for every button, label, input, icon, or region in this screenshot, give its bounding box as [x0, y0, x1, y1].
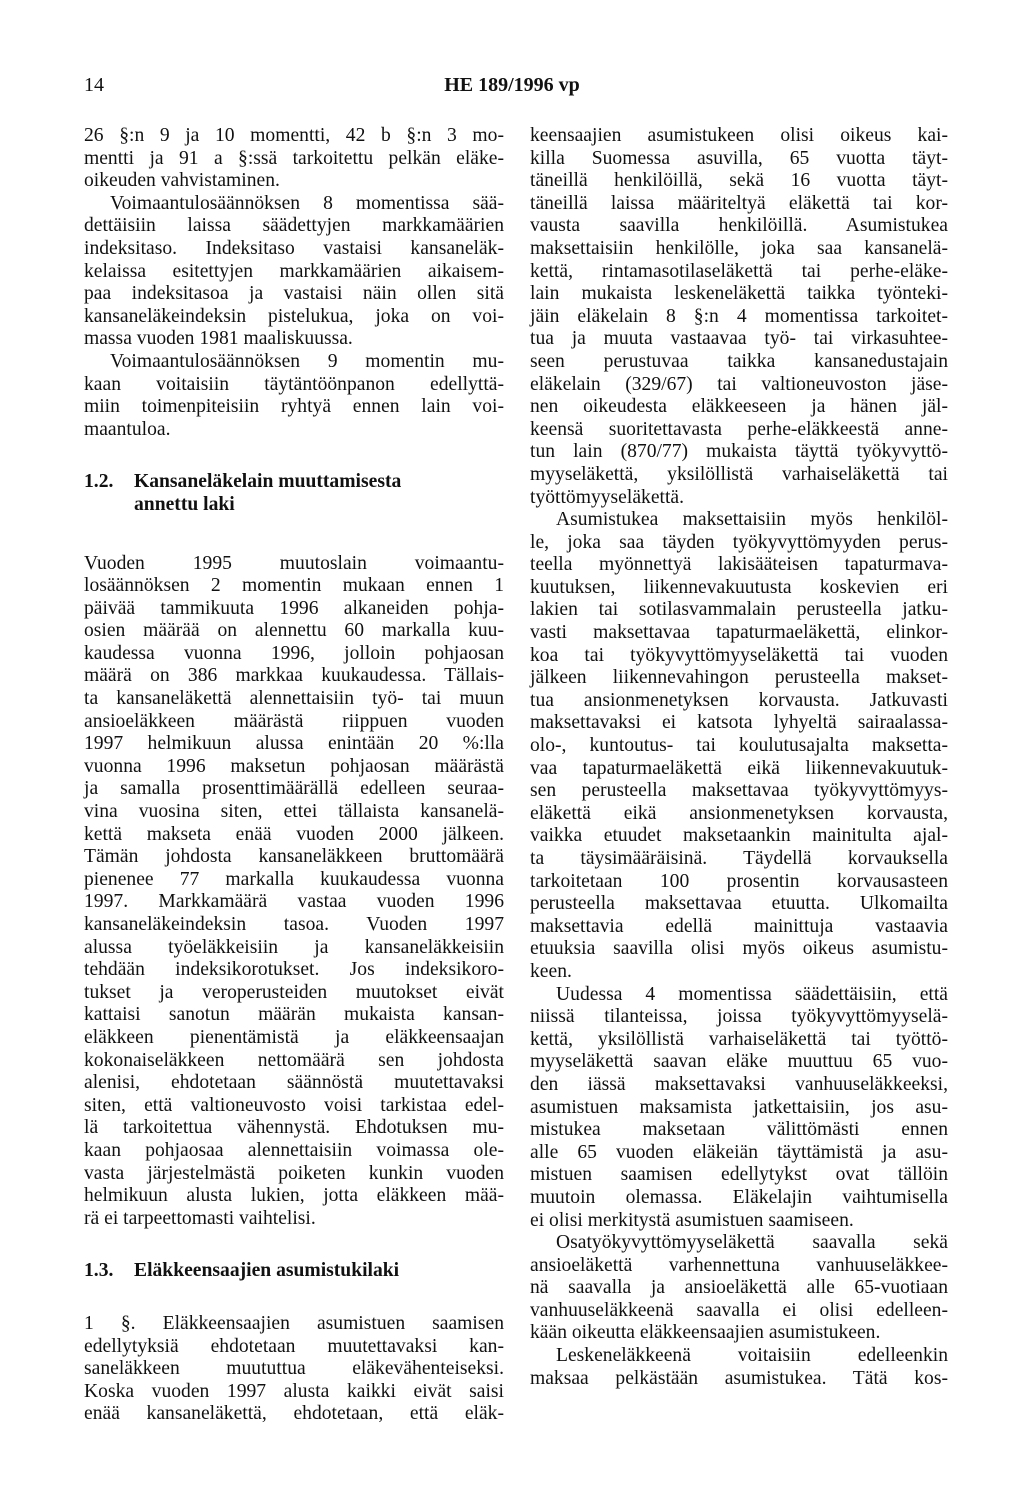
- text-line: mentti ja 91 a §:ssä tarkoitettu pelkän eläke-: [84, 147, 504, 169]
- text-line: miin toimenpiteisiin ryhtyä ennen lain voi-: [84, 396, 504, 418]
- text-line: nä saavalla ja ansioeläkettä alle 65-vuotiaan: [530, 1277, 948, 1299]
- text-line: ei olisi merkitystä asumistuen saamiseen.: [530, 1209, 854, 1231]
- text-line: lä tarkoitettua vähennystä. Ehdotuksen mu-: [84, 1117, 504, 1139]
- text-line: dettäisiin laissa säädettyjen markkamäärien: [84, 215, 504, 237]
- paragraph: [530, 509, 948, 983]
- text-line: niissä tilanteissa, joissa työkyvyttömyyselä-: [530, 1006, 948, 1028]
- text-line: kettä makseta enää vuoden 2000 jälkeen.: [84, 823, 504, 845]
- page-number: 14: [84, 74, 104, 96]
- page-header: [84, 74, 940, 102]
- paragraph: [84, 125, 504, 193]
- text-line: losäännöksen 2 momentin mukaan ennen 1: [84, 575, 504, 597]
- paragraph: [530, 1345, 948, 1390]
- text-line: vausta saavilla henkilöillä. Asumistukea: [530, 215, 948, 237]
- text-line: paa indeksitasoa ja vastaisi näin ollen sitä: [84, 283, 504, 305]
- text-line: edellytyksiä ehdotetaan muutettavaksi kan-: [84, 1335, 504, 1357]
- text-line: Voimaantulosäännöksen 9 momentin mu-: [110, 350, 504, 372]
- text-line: kettä, yksilöllistä varhaiseläkettä tai työttö-: [530, 1028, 948, 1050]
- text-line: vasti maksettavaa tapaturmaeläkettä, elinkor-: [530, 622, 948, 644]
- text-line: täneillä henkilöillä, sekä 16 vuotta täyt-: [530, 170, 948, 192]
- text-line: eläkkeen pienentämistä ja eläkkeensaajan: [84, 1026, 504, 1048]
- text-line: täneillä laissa määriteltyä eläkettä tai kor-: [530, 192, 948, 214]
- text-line: siten, että valtioneuvosto voisi tarkistaa edel-: [84, 1094, 504, 1116]
- text-line: tua ja muuta vastaavaa työ- tai virkasuhtee-: [530, 328, 948, 350]
- section-title: [134, 471, 504, 516]
- text-line: Voimaantulosäännöksen 8 momentissa sää-: [110, 192, 504, 214]
- text-line: saneläkkeen muututtua eläkevähenteiseksi.: [84, 1358, 504, 1380]
- spacer: [84, 1283, 504, 1313]
- text-line: eläkelain (329/67) tai valtioneuvoston jäse-: [530, 373, 948, 395]
- text-line: jälkeen liikennevahingon perusteella makset-: [530, 667, 948, 689]
- text-line: indeksitaso. Indeksitaso vastaisi kansaneläk-: [84, 237, 504, 259]
- paragraph: [84, 553, 504, 1231]
- text-line: vuonna 1996 maksetun pohjaosan määrästä: [84, 755, 504, 777]
- text-line: vaikka etuudet maksetaankin mainitulta ajal-: [530, 825, 948, 847]
- text-line: maksaa pelkästään asumistukea. Tätä kos-: [530, 1367, 948, 1389]
- text-line: alle 65 vuoden eläkeiän täyttämistä ja asu-: [530, 1141, 948, 1163]
- spacer: [84, 441, 504, 471]
- text-line: kuutuksen, liikennevakuutusta koskevien eri: [530, 576, 948, 598]
- text-line: seen perustuvaa taikka kansanedustajain: [530, 350, 948, 372]
- text-line: asumistuen maksamista jatkettaisiin, jos asu-: [530, 1096, 948, 1118]
- paragraph: [84, 351, 504, 441]
- text-line: kaan pohjaosaa alennettaisiin voimassa ole-: [84, 1139, 504, 1161]
- text-line: teella myönnettyä lakisääteisen tapaturmava-: [530, 554, 948, 576]
- text-line: alenisi, ehdotetaan säännöstä muutettavaksi: [84, 1072, 504, 1094]
- text-line: myyseläkettä, yksilöllistä varhaiseläkettä tai: [530, 463, 948, 485]
- text-line: työttömyyseläkettä.: [530, 486, 684, 508]
- text-line: vasta järjestelmästä poiketen kunkin vuoden: [84, 1162, 504, 1184]
- text-line: vaa tapaturmaeläkettä eikä liikennevakuutuk-: [530, 757, 948, 779]
- paragraph: [530, 984, 948, 1233]
- text-line: killa Suomessa asuvilla, 65 vuotta täyt-: [530, 147, 948, 169]
- text-line: muutoin olemassa. Eläkelajin vaihtumisella: [530, 1186, 948, 1208]
- paragraph: [84, 193, 504, 351]
- section-heading: [84, 1260, 504, 1283]
- text-line: myyseläkettä saavan eläke muuttuu 65 vuo-: [530, 1051, 948, 1073]
- text-line: osien määrää on alennettu 60 markalla kuu-: [84, 620, 504, 642]
- text-line: tun lain (870/77) mukaista täyttä työkyvyttö-: [530, 441, 948, 463]
- text-line: mistukea maksetaan välittömästi ennen: [530, 1119, 948, 1141]
- text-line: 1997. Markkamäärä vastaa vuoden 1996: [84, 891, 504, 913]
- text-line: kelaissa esitettyjen markkamäärien aikaisem-: [84, 260, 504, 282]
- text-line: ansioeläkkeen määrästä riippuen vuoden: [84, 710, 504, 732]
- section-heading: [84, 471, 504, 516]
- text-line: sen perusteella maksettavaa työkyvyttömyys-: [530, 780, 948, 802]
- text-line: kansaneläkeindeksin pistelukua, joka on voi-: [84, 305, 504, 327]
- right-column: [530, 125, 948, 1390]
- text-line: den iässä maksettavaksi vanhuuseläkkeeksi,: [530, 1073, 948, 1095]
- text-line: etuuksia saavilla olisi myös oikeus asumistu-: [530, 938, 948, 960]
- text-line: enää kansaneläkettä, ehdotetaan, että eläk-: [84, 1403, 504, 1425]
- text-line: määrä on 386 markkaa kuukaudessa. Tällais-: [84, 665, 504, 687]
- text-line: helmikuun alusta lukien, jotta eläkkeen mää-: [84, 1185, 504, 1207]
- text-line: Vuoden 1995 muutoslain voimaantu-: [84, 552, 504, 574]
- text-line: 1 §. Eläkkeensaajien asumistuen saamisen: [84, 1312, 504, 1334]
- section-title-line: annettu laki: [134, 493, 235, 515]
- text-line: Koska vuoden 1997 alusta kaikki eivät saisi: [84, 1380, 504, 1402]
- text-line: nen oikeudesta eläkkeeseen ja hänen jäl-: [530, 396, 948, 418]
- spacer: [84, 1230, 504, 1260]
- text-line: mistuen saamisen edellytykst ovat tällöin: [530, 1164, 948, 1186]
- text-line: tua ansionmenetyksen korvausta. Jatkuvasti: [530, 689, 948, 711]
- text-line: tarkoitetaan 100 prosentin korvausasteen: [530, 870, 948, 892]
- text-line: maksettavaksi ei katsota lyhyeltä sairaalassa-: [530, 712, 948, 734]
- left-column: [84, 125, 504, 1426]
- text-line: maksettavia edellä mainittuja vastaavia: [530, 915, 948, 937]
- text-line: eläkettä eikä ansionmenetyksen korvausta,: [530, 802, 948, 824]
- section-number: 1.3.: [84, 1260, 114, 1282]
- text-line: kään oikeutta eläkkeensaajien asumistukeen.: [530, 1322, 881, 1344]
- text-line: kokonaiseläkkeen nettomäärä sen johdosta: [84, 1049, 504, 1071]
- text-line: Uudessa 4 momentissa säädettäisiin, että: [556, 983, 948, 1005]
- text-line: keensä suoritettavasta perhe-eläkkeestä anne-: [530, 418, 948, 440]
- text-line: keen.: [530, 960, 572, 982]
- text-line: Tämän johdosta kansaneläkkeen bruttomäärä: [84, 846, 504, 868]
- text-line: perusteella maksettavaa etuutta. Ulkomailta: [530, 893, 948, 915]
- text-line: 1997 helmikuun alussa enintään 20 %:lla: [84, 733, 504, 755]
- text-line: maantuloa.: [84, 418, 171, 440]
- text-line: massa vuoden 1981 maaliskuussa.: [84, 328, 353, 350]
- text-line: kaan voitaisiin täytäntöönpanon edellyttä-: [84, 373, 504, 395]
- text-line: päivää tammikuuta 1996 alkaneiden pohja-: [84, 597, 504, 619]
- text-line: lakien tai sotilasvammalain perusteella jatku-: [530, 599, 948, 621]
- document-id: HE 189/1996 vp: [444, 74, 580, 96]
- text-line: kettä, rintamasotilaseläkettä tai perhe-eläke-: [530, 260, 948, 282]
- text-line: pienenee 77 markalla kuukaudessa vuonna: [84, 868, 504, 890]
- text-line: jäin eläkelain 8 §:n 4 momentissa tarkoitet-: [530, 305, 948, 327]
- text-line: ta täysimääräisinä. Täydellä korvauksella: [530, 848, 948, 869]
- text-line: kaudessa vuonna 1996, jolloin pohjaosan: [84, 642, 504, 664]
- text-line: alussa työeläkkeisiin ja kansaneläkkeisiin: [84, 936, 504, 958]
- text-line: vina vuosina siten, ettei tällaista kansanelä-: [84, 801, 504, 823]
- text-line: Asumistukea maksettaisiin myös henkilöl-: [556, 509, 948, 531]
- text-line: keensaajien asumistukeen olisi oikeus kai-: [530, 125, 948, 146]
- text-line: maksettaisiin henkilölle, joka saa kansanelä-: [530, 237, 948, 259]
- section-title-line: Eläkkeensaajien asumistukilaki: [134, 1260, 400, 1282]
- paragraph: [84, 1313, 504, 1426]
- text-line: ansioeläkettä varhennettuna vanhuuseläkkee-: [530, 1254, 948, 1276]
- paragraph: [530, 125, 948, 509]
- text-line: olo-, kuntoutus- tai koulutusajalta maksetta-: [530, 735, 948, 757]
- text-line: kattaisi sanotun määrän mukaista kansan-: [84, 1004, 504, 1026]
- text-line: ja samalla prosenttimäärällä edelleen seuraa-: [84, 778, 504, 800]
- text-line: ta kansaneläkettä alennettaisiin työ- tai muun: [84, 688, 504, 710]
- text-line: tukset ja veroperusteiden muutokset eivät: [84, 981, 504, 1003]
- text-line: Osatyökyvyttömyyseläkettä saavalla sekä: [556, 1232, 948, 1254]
- text-line: 26 §:n 9 ja 10 momentti, 42 b §:n 3 mo-: [84, 125, 504, 146]
- text-line: Leskeneläkkeenä voitaisiin edelleenkin: [556, 1345, 948, 1367]
- text-line: vanhuuseläkkeenä saavalla ei olisi edelleen-: [530, 1299, 948, 1321]
- text-line: lain mukaista leskeneläkettä taikka työnteki-: [530, 283, 948, 305]
- text-line: koa tai työkyvyttömyyseläkettä tai vuoden: [530, 644, 948, 666]
- paragraph: [530, 1232, 948, 1345]
- spacer: [84, 517, 504, 553]
- text-line: tehdään indeksikorotukset. Jos indeksikoro-: [84, 959, 504, 981]
- section-title: [134, 1260, 504, 1283]
- section-number: 1.2.: [84, 471, 114, 493]
- section-title-line: Kansaneläkelain muuttamisesta: [134, 471, 402, 493]
- text-line: oikeuden vahvistaminen.: [84, 170, 280, 192]
- text-line: le, joka saa täyden työkyvyttömyyden perus-: [530, 531, 948, 553]
- text-line: kansaneläkeindeksin tasoa. Vuoden 1997: [84, 914, 504, 935]
- text-line: rä ei tarpeettomasti vaihtelisi.: [84, 1207, 316, 1229]
